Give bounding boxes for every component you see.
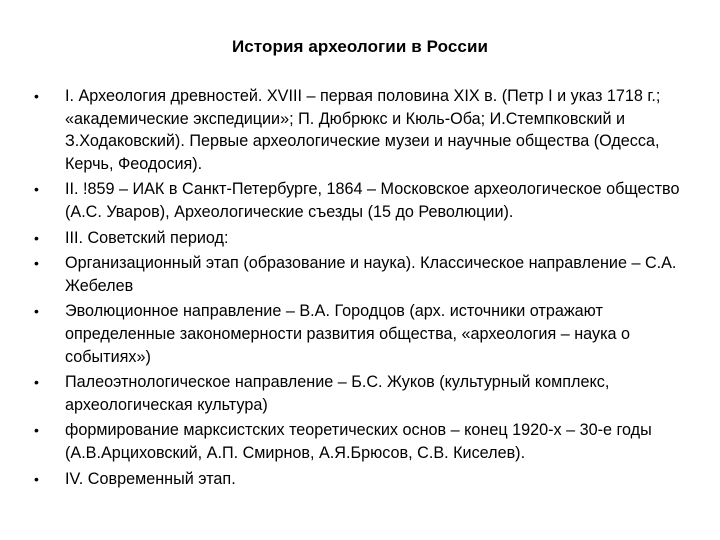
bullet-item bbox=[34, 227, 694, 250]
bullet-marker: • bbox=[34, 470, 39, 487]
bullet-text: IV. Современный этап. bbox=[65, 469, 236, 488]
bullet-marker: • bbox=[34, 374, 39, 391]
bullet-item bbox=[34, 468, 694, 491]
bullet-marker: • bbox=[34, 88, 39, 104]
bullet-item bbox=[34, 252, 694, 297]
bullet-item bbox=[34, 85, 694, 175]
bullet-marker: • bbox=[34, 229, 39, 246]
bullet-marker: • bbox=[34, 422, 39, 439]
bullet-text: I. Археология древностей. XVIII – первая половина XIX в. (Петр I и указ 1718 г.; «академические экспедиции»; П. Дюбрюкс и Кюль-Оба; И.Стемпковский и З.Ходаковский). Первые археологические музеи и научные общества (Одесса, Керчь, Феодосия). bbox=[65, 87, 661, 173]
bullet-item bbox=[34, 300, 694, 368]
bullet-text: формирование марксистских теоретических основ – конец 1920-х – 30-е годы (А.В.Арциховский, А.П. Смирнов, А.Я.Брюсов, С.В. Киселев). bbox=[65, 421, 652, 462]
bullet-marker: • bbox=[34, 181, 39, 198]
bullet-item bbox=[34, 178, 694, 223]
bullet-list bbox=[34, 85, 694, 493]
bullet-text: Эволюционное направление – В.А. Городцов (арх. источники отражают определенные закономерности развития общества, «археология – наука о событиях») bbox=[65, 302, 631, 366]
bullet-item bbox=[34, 419, 694, 464]
bullet-text: Палеоэтнологическое направление – Б.С. Жуков (культурный комплекс, археологическая культура) bbox=[65, 373, 610, 414]
bullet-text: II. !859 – ИАК в Санкт-Петербурге, 1864 – Московское археологическое общество (А.С. Уваров), Археологические съезды (15 до Революции). bbox=[65, 180, 680, 221]
bullet-marker: • bbox=[34, 303, 39, 320]
bullet-item bbox=[34, 371, 694, 416]
bullet-marker: • bbox=[34, 255, 39, 272]
slide-title: История археологии в России bbox=[231, 37, 489, 56]
bullet-text: III. Советский период: bbox=[65, 228, 229, 247]
bullet-text: Организационный этап (образование и наука). Классическое направление – С.А. Жебелев bbox=[65, 254, 677, 295]
